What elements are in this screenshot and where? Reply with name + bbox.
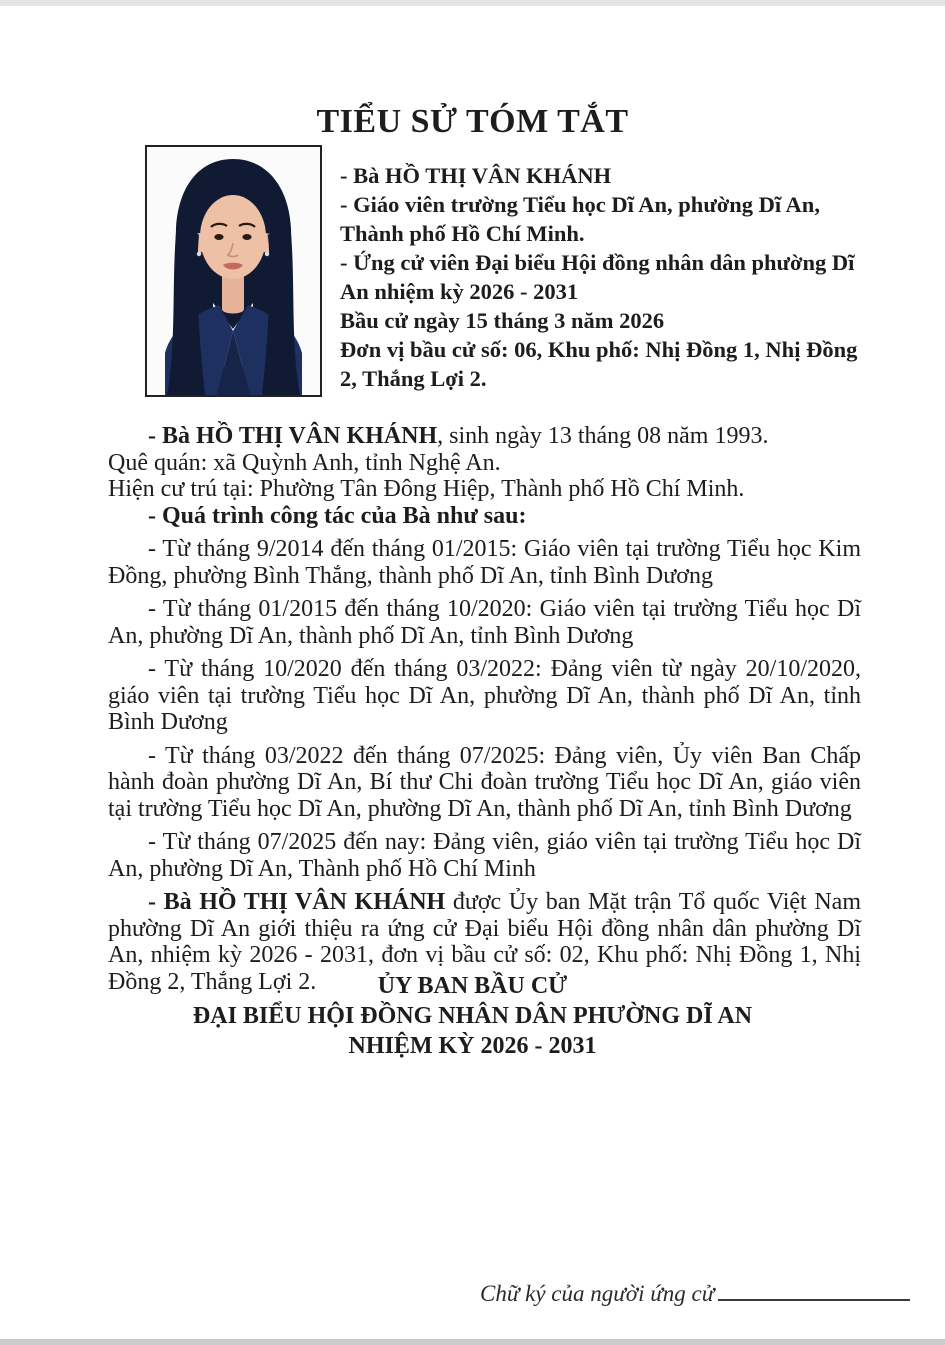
portrait-illustration xyxy=(147,147,320,395)
signature-label: Chữ ký của người ứng cử xyxy=(480,1281,715,1306)
eye-right xyxy=(242,234,251,240)
document-title: TIỂU SỬ TÓM TẮT xyxy=(316,103,629,140)
eye-left xyxy=(214,234,223,240)
earring-left xyxy=(197,252,201,256)
summary-line-candidacy: - Ứng cử viên Đại biểu Hội đồng nhân dân phường Dĩ An nhiệm kỳ 2026 - 2031 xyxy=(340,250,855,304)
bio-intro-name: - Bà HỒ THỊ VÂN KHÁNH xyxy=(148,423,438,449)
candidate-photo xyxy=(145,145,322,397)
summary-line-occupation: - Giáo viên trường Tiểu học Dĩ An, phường Dĩ An, Thành phố Hồ Chí Minh. xyxy=(340,192,820,246)
career-heading: - Quá trình công tác của Bà như sau: xyxy=(148,502,527,529)
career-item: - Từ tháng 01/2015 đến tháng 10/2020: Giáo viên tại trường Tiểu học Dĩ An, phường Dĩ An, thành phố Dĩ An, tỉnh Bình Dương xyxy=(108,596,861,649)
signature-blank xyxy=(718,1276,910,1301)
career-item: - Từ tháng 03/2022 đến tháng 07/2025: Đảng viên, Ủy viên Ban Chấp hành đoàn phường Dĩ An, Bí thư Chi đoàn trường Tiểu học Dĩ An, giáo viên tại trường Tiểu học Dĩ An, phường Dĩ An, thành phố Dĩ An, tỉnh Bình Dương xyxy=(108,742,861,822)
career-item: - Từ tháng 10/2020 đến tháng 03/2022: Đảng viên từ ngày 20/10/2020, giáo viên tại trường Tiểu học Dĩ An, phường Dĩ An, thành phố Dĩ An, tỉnh Bình Dương xyxy=(108,656,861,735)
bio-intro-birth: , sinh ngày 13 tháng 08 năm 1993. xyxy=(437,423,769,449)
summary-line-election-unit: Đơn vị bầu cử số: 06, Khu phố: Nhị Đồng 1, Nhị Đồng 2, Thắng Lợi 2. xyxy=(340,337,858,391)
earring-right xyxy=(265,252,269,256)
committee-line: ỦY BAN BẦU CỬ xyxy=(377,973,568,999)
summary-line-name: - Bà HỒ THỊ VÂN KHÁNH xyxy=(340,163,612,188)
committee-line: ĐẠI BIỂU HỘI ĐỒNG NHÂN DÂN PHƯỜNG DĨ AN xyxy=(192,1003,753,1029)
career-item: - Từ tháng 9/2014 đến tháng 01/2015: Giáo viên tại trường Tiểu học Kim Đồng, phường Bình Thắng, thành phố Dĩ An, tỉnh Bình Dương xyxy=(108,536,861,589)
biography-section xyxy=(108,423,861,995)
bio-residence: Hiện cư trú tại: Phường Tân Đông Hiệp, Thành phố Hồ Chí Minh. xyxy=(108,476,745,502)
career-item: - Từ tháng 07/2025 đến nay: Đảng viên, giáo viên tại trường Tiểu học Dĩ An, phường Dĩ An, Thành phố Hồ Chí Minh xyxy=(108,829,861,882)
signature-line xyxy=(480,1276,910,1307)
bio-closing-rest: được Ủy ban Mặt trận Tổ quốc Việt Nam phường Dĩ An giới thiệu ra ứng cử Đại biểu Hội đồng nhân dân phường Dĩ An, nhiệm kỳ 2026 - 2031, đơn vị bầu cử số: 02, Khu phố: Nhị Đồng 1, Nhị Đồng 2, Thắng Lợi 2. xyxy=(108,889,861,995)
scan-edge-top xyxy=(0,0,945,6)
committee-line: NHIỆM KỲ 2026 - 2031 xyxy=(348,1033,597,1059)
summary-line-election-date: Bầu cử ngày 15 tháng 3 năm 2026 xyxy=(340,308,665,333)
bio-hometown: Quê quán: xã Quỳnh Anh, tỉnh Nghệ An. xyxy=(108,449,501,476)
bio-closing-name: - Bà HỒ THỊ VÂN KHÁNH xyxy=(148,889,446,915)
candidate-summary xyxy=(340,161,872,393)
election-committee-footer xyxy=(0,971,945,1061)
scan-edge-bottom xyxy=(0,1339,945,1345)
bio-intro xyxy=(108,423,861,450)
career-section xyxy=(108,536,861,882)
